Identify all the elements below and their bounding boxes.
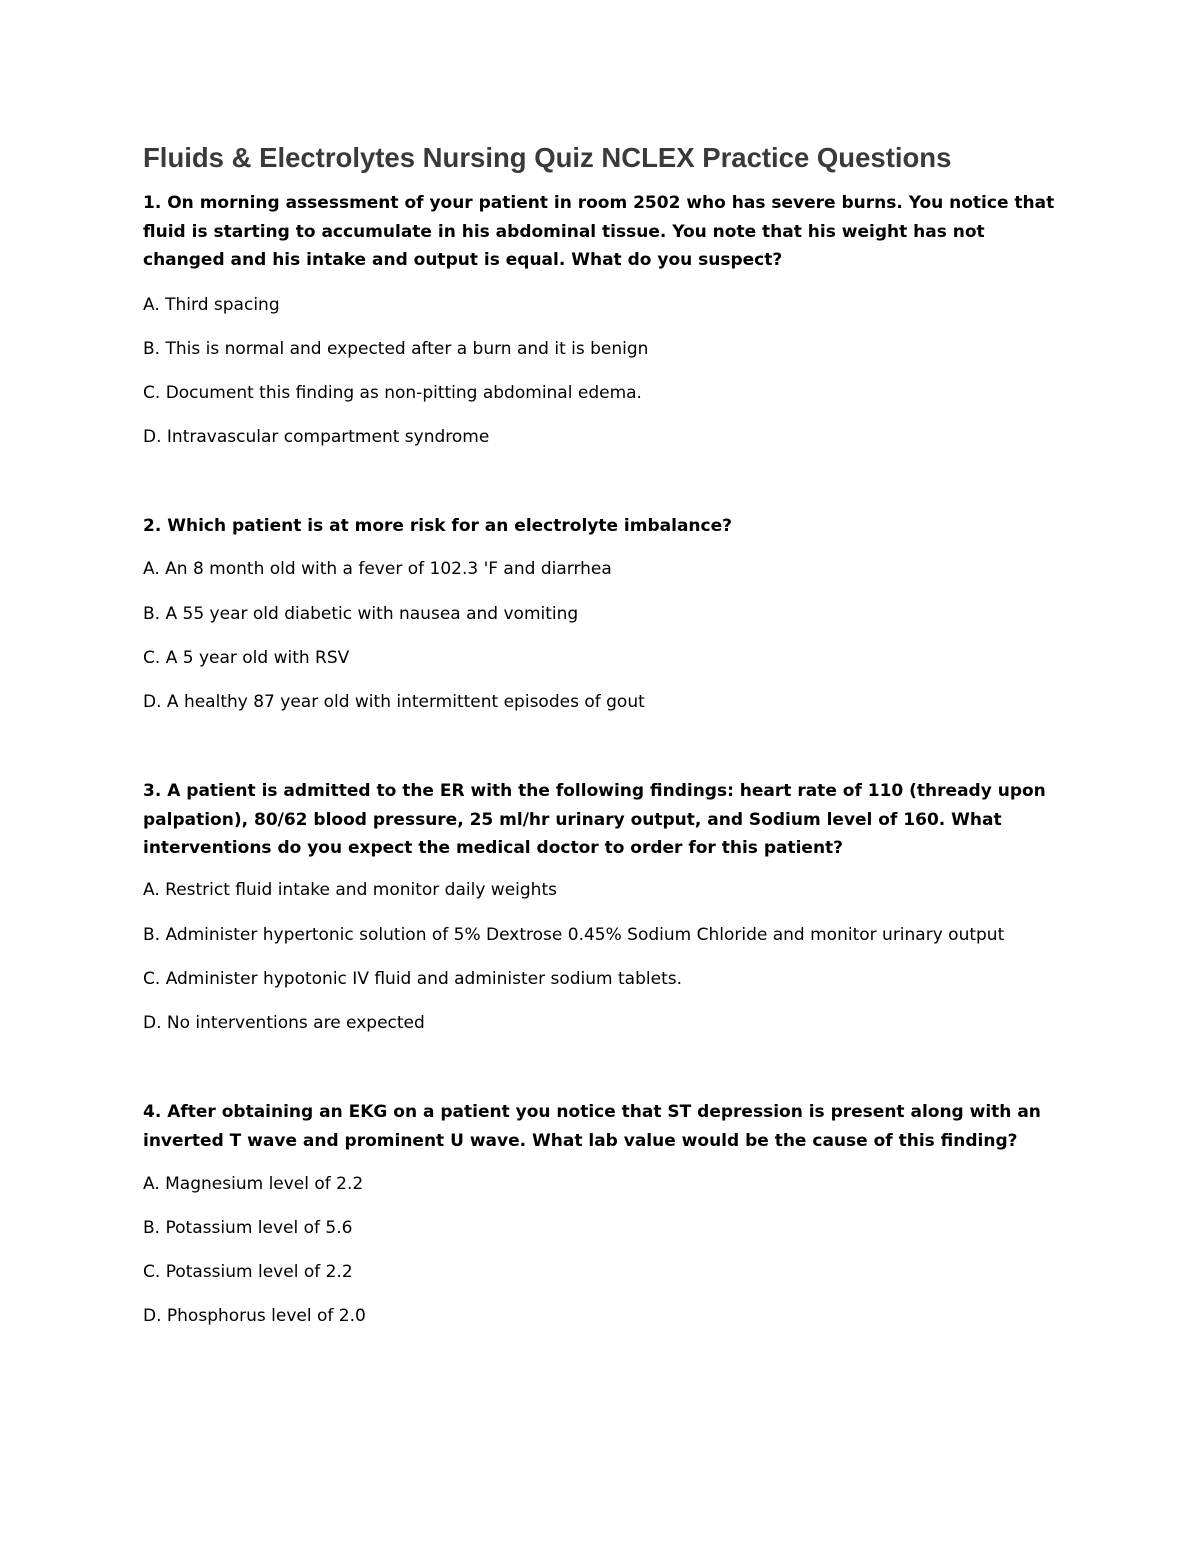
question-1-option-d xyxy=(143,424,489,450)
option-text: A healthy 87 year old with intermittent episodes of gout xyxy=(166,692,645,712)
question-4-option-a xyxy=(143,1171,363,1197)
question-4-stem xyxy=(143,1098,1063,1155)
question-4-number: 4. xyxy=(143,1102,162,1122)
question-1-option-a xyxy=(143,292,280,318)
option-letter: C. xyxy=(143,969,161,989)
option-letter: A. xyxy=(143,1174,160,1194)
option-text: This is normal and expected after a burn and it is benign xyxy=(165,339,649,359)
question-3-option-b xyxy=(143,922,1004,948)
option-letter: D. xyxy=(143,1306,162,1326)
question-3-text: A patient is admitted to the ER with the following findings: heart rate of 110 (thready upon palpation), 80/62 blood pressure, 25 ml/hr urinary output, and Sodium level of 160. What interventions do you expect the medical doctor to order for this patient? xyxy=(143,781,1046,858)
question-2-option-b xyxy=(143,601,578,627)
question-2-option-a xyxy=(143,556,612,582)
question-1-stem xyxy=(143,189,1063,275)
option-text: An 8 month old with a fever of 102.3 'F and diarrhea xyxy=(165,559,612,579)
option-text: Magnesium level of 2.2 xyxy=(165,1174,364,1194)
question-2-option-c xyxy=(143,645,349,671)
option-text: Third spacing xyxy=(165,295,280,315)
option-text: Potassium level of 2.2 xyxy=(165,1262,353,1282)
question-1-option-c xyxy=(143,380,642,406)
question-2-option-d xyxy=(143,689,645,715)
question-1-option-b xyxy=(143,336,648,362)
question-2-number: 2. xyxy=(143,516,162,536)
question-2-text: Which patient is at more risk for an electrolyte imbalance? xyxy=(167,516,732,536)
option-letter: A. xyxy=(143,559,160,579)
option-text: Administer hypertonic solution of 5% Dextrose 0.45% Sodium Chloride and monitor urinary output xyxy=(165,925,1005,945)
option-text: A 5 year old with RSV xyxy=(165,648,350,668)
option-text: Restrict fluid intake and monitor daily weights xyxy=(165,880,557,900)
question-4-option-c xyxy=(143,1259,353,1285)
question-2-stem xyxy=(143,512,1063,541)
option-letter: A. xyxy=(143,295,160,315)
question-3-option-c xyxy=(143,966,682,992)
option-letter: D. xyxy=(143,692,162,712)
question-1-number: 1. xyxy=(143,193,162,213)
option-letter: B. xyxy=(143,925,161,945)
option-letter: C. xyxy=(143,1262,161,1282)
question-4-option-b xyxy=(143,1215,352,1241)
option-text: A 55 year old diabetic with nausea and vomiting xyxy=(165,604,579,624)
option-text: No interventions are expected xyxy=(166,1013,425,1033)
option-letter: B. xyxy=(143,339,161,359)
question-4-option-d xyxy=(143,1303,366,1329)
option-letter: C. xyxy=(143,648,161,668)
option-letter: A. xyxy=(143,880,160,900)
question-4-text: After obtaining an EKG on a patient you notice that ST depression is present along with an inverted T wave and prominent U wave. What lab value would be the cause of this finding? xyxy=(143,1102,1041,1151)
question-1-text: On morning assessment of your patient in room 2502 who has severe burns. You notice that fluid is starting to accumulate in his abdominal tissue. You note that his weight has not changed and his intake and output is equal. What do you suspect? xyxy=(143,193,1055,270)
option-letter: D. xyxy=(143,1013,162,1033)
option-text: Phosphorus level of 2.0 xyxy=(166,1306,366,1326)
question-3-number: 3. xyxy=(143,781,162,801)
option-text: Potassium level of 5.6 xyxy=(165,1218,353,1238)
option-letter: B. xyxy=(143,604,161,624)
option-letter: B. xyxy=(143,1218,161,1238)
question-3-stem xyxy=(143,777,1063,863)
option-text: Administer hypotonic IV fluid and administer sodium tablets. xyxy=(165,969,682,989)
question-3-option-d xyxy=(143,1010,425,1036)
question-3-option-a xyxy=(143,877,557,903)
page-title: Fluids & Electrolytes Nursing Quiz NCLEX Practice Questions xyxy=(143,142,952,173)
option-text: Document this finding as non-pitting abdominal edema. xyxy=(165,383,642,403)
option-letter: D. xyxy=(143,427,162,447)
option-text: Intravascular compartment syndrome xyxy=(166,427,490,447)
option-letter: C. xyxy=(143,383,161,403)
